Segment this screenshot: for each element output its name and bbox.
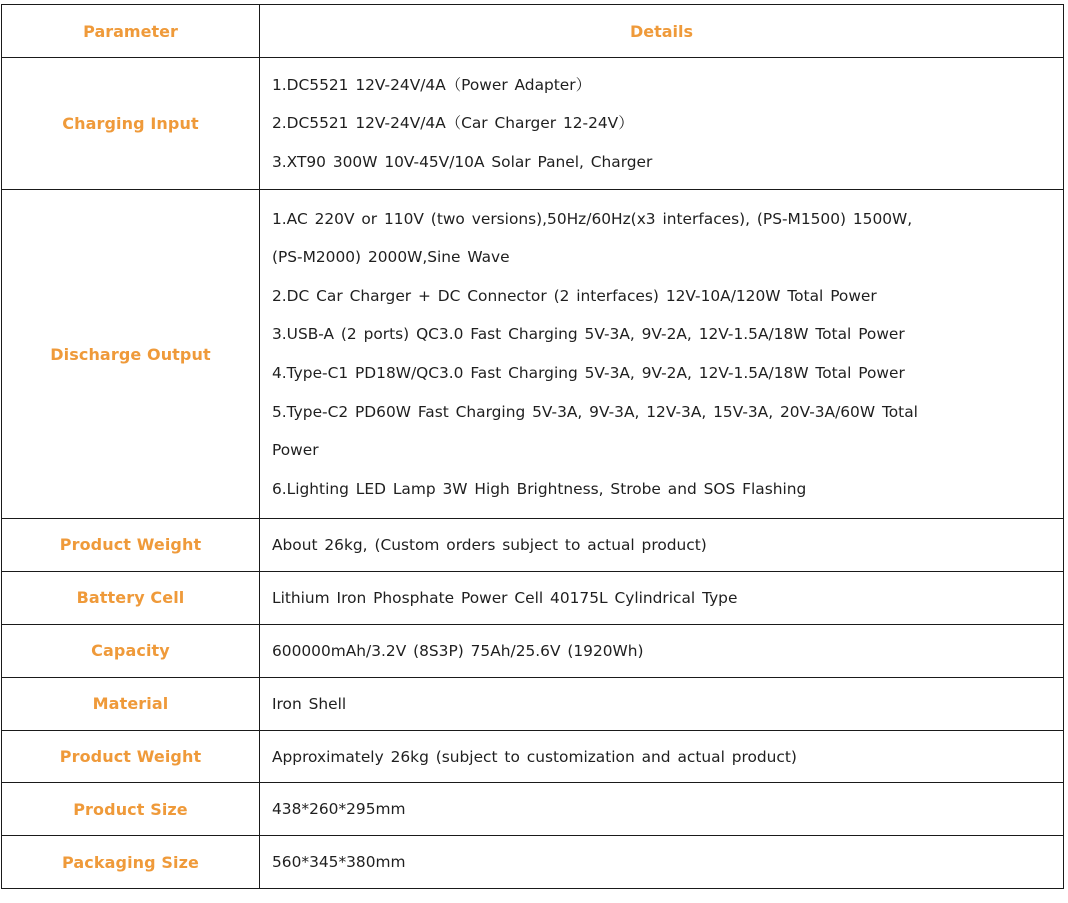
row-parameter: Discharge Output: [2, 190, 260, 519]
table-row: [2, 571, 1064, 624]
detail-line: 3.USB-A (2 ports) QC3.0 Fast Charging 5V-3A, 9V-2A, 12V-1.5A/18W Total Power: [272, 325, 905, 344]
detail-line: 2.DC Car Charger + DC Connector (2 interfaces) 12V-10A/120W Total Power: [272, 286, 877, 305]
row-details: About 26kg, (Custom orders subject to actual product): [260, 519, 1064, 572]
row-details: 600000mAh/3.2V (8S3P) 75Ah/25.6V (1920Wh): [260, 624, 1064, 677]
row-parameter: Product Size: [2, 783, 260, 836]
row-details: Lithium Iron Phosphate Power Cell 40175L Cylindrical Type: [260, 571, 1064, 624]
header-details: Details: [260, 5, 1064, 58]
detail-line: 1.DC5521 12V-24V/4A（Power Adapter）: [272, 75, 591, 94]
detail-line: 4.Type-C1 PD18W/QC3.0 Fast Charging 5V-3A, 9V-2A, 12V-1.5A/18W Total Power: [272, 364, 905, 382]
detail-line: 5.Type-C2 PD60W Fast Charging 5V-3A, 9V-3A, 12V-3A, 15V-3A, 20V-3A/60W Total: [272, 402, 918, 421]
table-row: [2, 624, 1064, 677]
row-details: Iron Shell: [260, 677, 1064, 730]
row-parameter: Capacity: [2, 624, 260, 677]
detail-line: (PS-M2000) 2000W,Sine Wave: [272, 248, 510, 267]
row-details: [260, 58, 1064, 190]
row-details: 560*345*380mm: [260, 836, 1064, 889]
table-row: [2, 190, 1064, 519]
table-row: [2, 677, 1064, 730]
detail-line: 2.DC5521 12V-24V/4A（Car Charger 12-24V）: [272, 114, 634, 133]
detail-line: 1.AC 220V or 110V (two versions),50Hz/60Hz(x3 interfaces), (PS-M1500) 1500W,: [272, 209, 913, 228]
detail-line: 6.Lighting LED Lamp 3W High Brightness, Strobe and SOS Flashing: [272, 479, 807, 498]
row-parameter: Battery Cell: [2, 571, 260, 624]
table-row: [2, 836, 1064, 889]
row-details: 438*260*295mm: [260, 783, 1064, 836]
detail-line: 3.XT90 300W 10V-45V/10A Solar Panel, Charger: [272, 152, 653, 171]
row-parameter: Charging Input: [2, 58, 260, 190]
header-parameter: Parameter: [2, 5, 260, 58]
row-details: Approximately 26kg (subject to customization and actual product): [260, 730, 1064, 783]
row-parameter: Material: [2, 677, 260, 730]
table-row: [2, 730, 1064, 783]
detail-line: Power: [272, 441, 319, 460]
row-parameter: Product Weight: [2, 730, 260, 783]
row-parameter: Product Weight: [2, 519, 260, 572]
row-parameter: Packaging Size: [2, 836, 260, 889]
spec-table: [1, 4, 1064, 889]
table-header-row: [2, 5, 1064, 58]
row-details: [260, 190, 1064, 519]
table-row: [2, 58, 1064, 190]
table-row: [2, 519, 1064, 572]
table-row: [2, 783, 1064, 836]
